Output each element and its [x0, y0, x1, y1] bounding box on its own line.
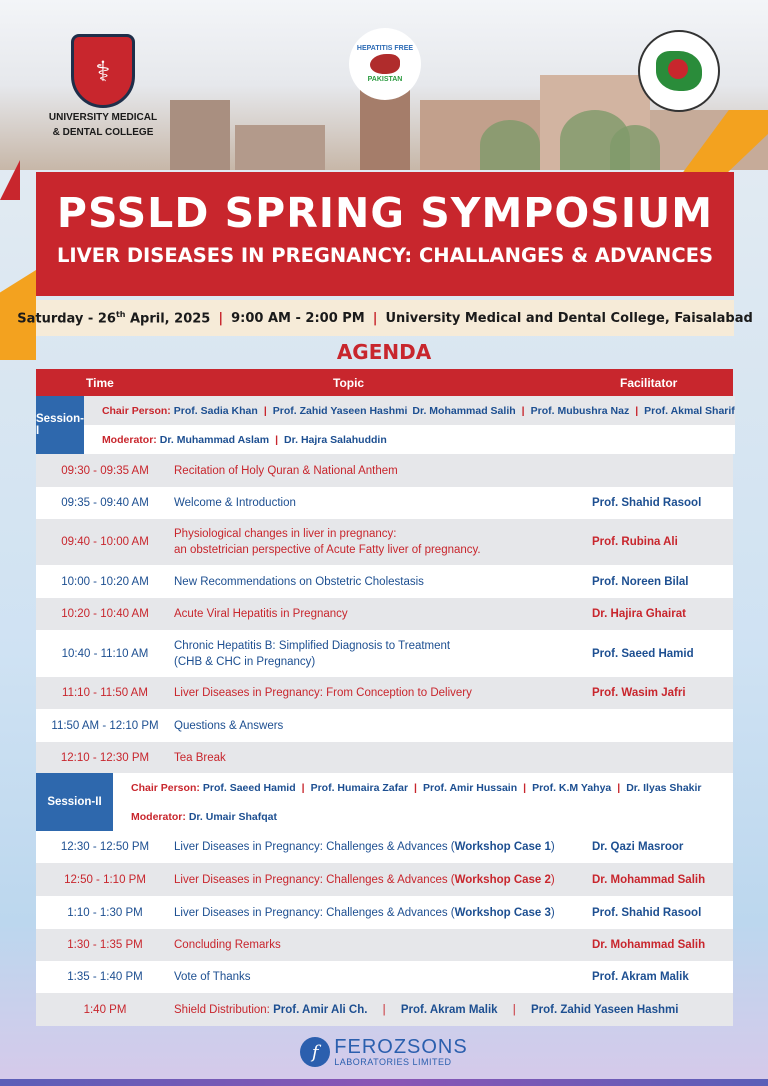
table-header [36, 369, 733, 396]
session-1-chairs [84, 396, 735, 425]
separator: | [521, 404, 525, 417]
chair-name: Prof. K.M Yahya [532, 781, 612, 794]
row-facilitator: Dr. Mohammad Salih [592, 873, 706, 886]
row-topic: Liver Diseases in Pregnancy: From Conception to Delivery [174, 687, 472, 699]
umdc-logo [48, 34, 158, 138]
sponsor-logo [0, 1034, 768, 1070]
building-shape [235, 125, 325, 170]
session-2-block [36, 773, 733, 831]
caduceus-icon: ⚕ [71, 34, 135, 108]
table-row [36, 742, 733, 773]
separator: | [635, 404, 639, 417]
row-topic: Acute Viral Hepatitis in Pregnancy [174, 608, 348, 620]
bottom-strip [0, 1079, 768, 1086]
row-topic: Tea Break [174, 751, 226, 764]
row-topic [174, 638, 592, 670]
separator: | [382, 1003, 386, 1016]
row-topic: Liver Diseases in Pregnancy: Challenges & Advances (Workshop Case 3) [174, 906, 555, 919]
liver-icon [370, 54, 400, 74]
session-1-block [36, 396, 733, 454]
table-row [36, 487, 733, 519]
row-topic-line2: an obstetrician perspective of Acute Fatty liver of pregnancy. [174, 544, 481, 556]
row-topic: Liver Diseases in Pregnancy: Challenges & Advances (Workshop Case 2) [174, 873, 555, 886]
separator: | [275, 433, 279, 446]
building-shape [170, 100, 230, 170]
sponsor-subname: LABORATORIES LIMITED [334, 1057, 452, 1067]
separator: | [301, 781, 305, 794]
table-row [36, 929, 733, 961]
session-2-moderators [113, 802, 733, 831]
row-time: 10:20 - 10:40 AM [61, 608, 149, 620]
table-row [36, 896, 733, 929]
row-facilitator: Dr. Hajira Ghairat [592, 608, 686, 620]
event-subtitle: LIVER DISEASES IN PREGNANCY: CHALLANGES & ADVANCES [56, 244, 714, 267]
row-time: 11:10 - 11:50 AM [62, 687, 148, 699]
moderator-label: Moderator: [131, 810, 186, 823]
chair-name: Prof. Humaira Zafar [310, 781, 409, 794]
row-time: 09:35 - 09:40 AM [61, 497, 149, 509]
table-row [36, 565, 733, 598]
row-time: 09:40 - 10:00 AM [61, 536, 149, 548]
separator: | [523, 781, 527, 794]
moderator-label: Moderator: [101, 433, 157, 446]
row-topic [174, 526, 592, 558]
session-2-chairs [113, 773, 733, 802]
tree-shape [480, 120, 540, 170]
header-facilitator: Facilitator [620, 376, 678, 390]
umdc-name-line1: UNIVERSITY MEDICAL [48, 112, 158, 123]
row-time: 12:50 - 1:10 PM [64, 873, 146, 886]
event-title: PSSLD SPRING SYMPOSIUM [56, 189, 714, 237]
shield-name: Prof. Zahid Yaseen Hashmi [530, 1003, 679, 1016]
chair-name: Prof. Sadia Khan [173, 404, 258, 417]
event-time: 9:00 AM - 2:00 PM [231, 310, 365, 326]
chair-name: Prof. Amir Hussain [423, 781, 518, 794]
table-row [36, 993, 733, 1026]
table-row [36, 630, 733, 677]
shield-distribution [174, 1004, 678, 1016]
separator: | [263, 404, 267, 417]
umdc-name-line2: & DENTAL COLLEGE [52, 127, 154, 138]
logo-bottom-text: PAKISTAN [367, 76, 403, 83]
table-row [36, 831, 733, 863]
row-facilitator: Prof. Noreen Bilal [592, 575, 689, 588]
table-row [36, 598, 733, 630]
row-topic: Liver Diseases in Pregnancy: Challenges & Advances (Workshop Case 1) [174, 841, 555, 853]
row-time: 1:40 PM [83, 1003, 127, 1016]
shield-label: Shield Distribution: [174, 1003, 270, 1016]
chair-name: Prof. Saeed Hamid [202, 781, 296, 794]
table-row [36, 709, 733, 742]
chair-label: Chair Person: [101, 404, 171, 417]
row-topic: New Recommendations on Obstetric Cholestasis [174, 575, 424, 588]
logo-top-text: HEPATITIS FREE [356, 45, 414, 52]
chair-name: Prof. Zahid Yaseen Hashmi [272, 404, 408, 417]
shield-name: Prof. Akram Malik [400, 1003, 498, 1016]
row-time: 10:00 - 10:20 AM [61, 575, 149, 588]
row-time: 12:30 - 12:50 PM [60, 841, 150, 853]
row-time: 1:35 - 1:40 PM [67, 971, 143, 983]
chair-name: Dr. Mohammad Salih [412, 404, 516, 417]
title-banner [36, 172, 734, 296]
hepatitis-free-pakistan-logo [349, 28, 421, 100]
table-row [36, 677, 733, 709]
table-row [36, 863, 733, 896]
row-facilitator: Dr. Mohammad Salih [592, 939, 706, 951]
moderator-name: Dr. Muhammad Aslam [159, 433, 270, 446]
table-row [36, 519, 733, 565]
session-1-moderators [84, 425, 735, 454]
row-topic: Welcome & Introduction [174, 497, 296, 509]
chair-label: Chair Person: [131, 781, 200, 794]
row-facilitator: Prof. Shahid Rasool [592, 906, 702, 919]
tree-shape [610, 125, 660, 170]
shield-name: Prof. Amir Ali Ch. [273, 1003, 368, 1016]
row-time: 10:40 - 11:10 AM [61, 647, 149, 660]
pakistan-map-icon [656, 51, 702, 91]
row-time: 1:30 - 1:35 PM [67, 939, 143, 951]
row-topic: Recitation of Holy Quran & National Anthem [174, 464, 398, 477]
row-facilitator: Dr. Qazi Masroor [592, 841, 684, 853]
chair-name: Prof. Mubushra Naz [530, 404, 630, 417]
pssld-logo [638, 30, 720, 112]
header-topic: Topic [333, 376, 365, 390]
separator: | [218, 310, 224, 326]
row-time: 09:30 - 09:35 AM [61, 464, 149, 477]
agenda-table [36, 369, 733, 1026]
row-topic-line1: Chronic Hepatitis B: Simplified Diagnosis to Treatment [174, 639, 451, 652]
event-venue: University Medical and Dental College, Faisalabad [385, 310, 753, 326]
separator: | [414, 781, 417, 794]
row-facilitator: Prof. Saeed Hamid [592, 647, 694, 660]
row-topic: Concluding Remarks [174, 939, 281, 951]
row-time: 1:10 - 1:30 PM [67, 906, 143, 919]
separator: | [512, 1003, 516, 1016]
session-1-label: Session-I [36, 396, 84, 454]
sponsor-name: FEROZSONS [334, 1036, 468, 1058]
row-facilitator: Prof. Wasim Jafri [592, 687, 686, 699]
header-time: Time [86, 376, 114, 390]
separator: | [372, 310, 378, 326]
event-info-bar [17, 300, 753, 336]
separator: | [617, 781, 621, 794]
row-time: 11:50 AM - 12:10 PM [51, 719, 159, 732]
table-row [36, 961, 733, 993]
chair-name: Dr. Ilyas Shakir [626, 781, 702, 794]
row-topic: Vote of Thanks [174, 971, 251, 983]
row-facilitator: Prof. Shahid Rasool [592, 497, 702, 509]
table-row [36, 454, 733, 487]
agenda-heading: AGENDA [336, 340, 432, 364]
session-2-label: Session-II [36, 773, 113, 831]
ferozsons-icon: f [300, 1037, 330, 1067]
row-topic: Questions & Answers [174, 719, 284, 732]
row-facilitator: Prof. Rubina Ali [592, 536, 678, 548]
chair-name: Prof. Akmal Sharif [644, 404, 735, 417]
event-date: Saturday - 26th April, 2025 [17, 309, 211, 327]
row-topic-line2: (CHB & CHC in Pregnancy) [174, 655, 316, 668]
row-topic-line1: Physiological changes in liver in pregnancy: [174, 528, 397, 540]
moderator-name: Dr. Hajra Salahuddin [284, 433, 387, 446]
row-facilitator: Prof. Akram Malik [592, 971, 689, 983]
row-time: 12:10 - 12:30 PM [60, 751, 150, 764]
moderator-name: Dr. Umair Shafqat [188, 810, 277, 823]
